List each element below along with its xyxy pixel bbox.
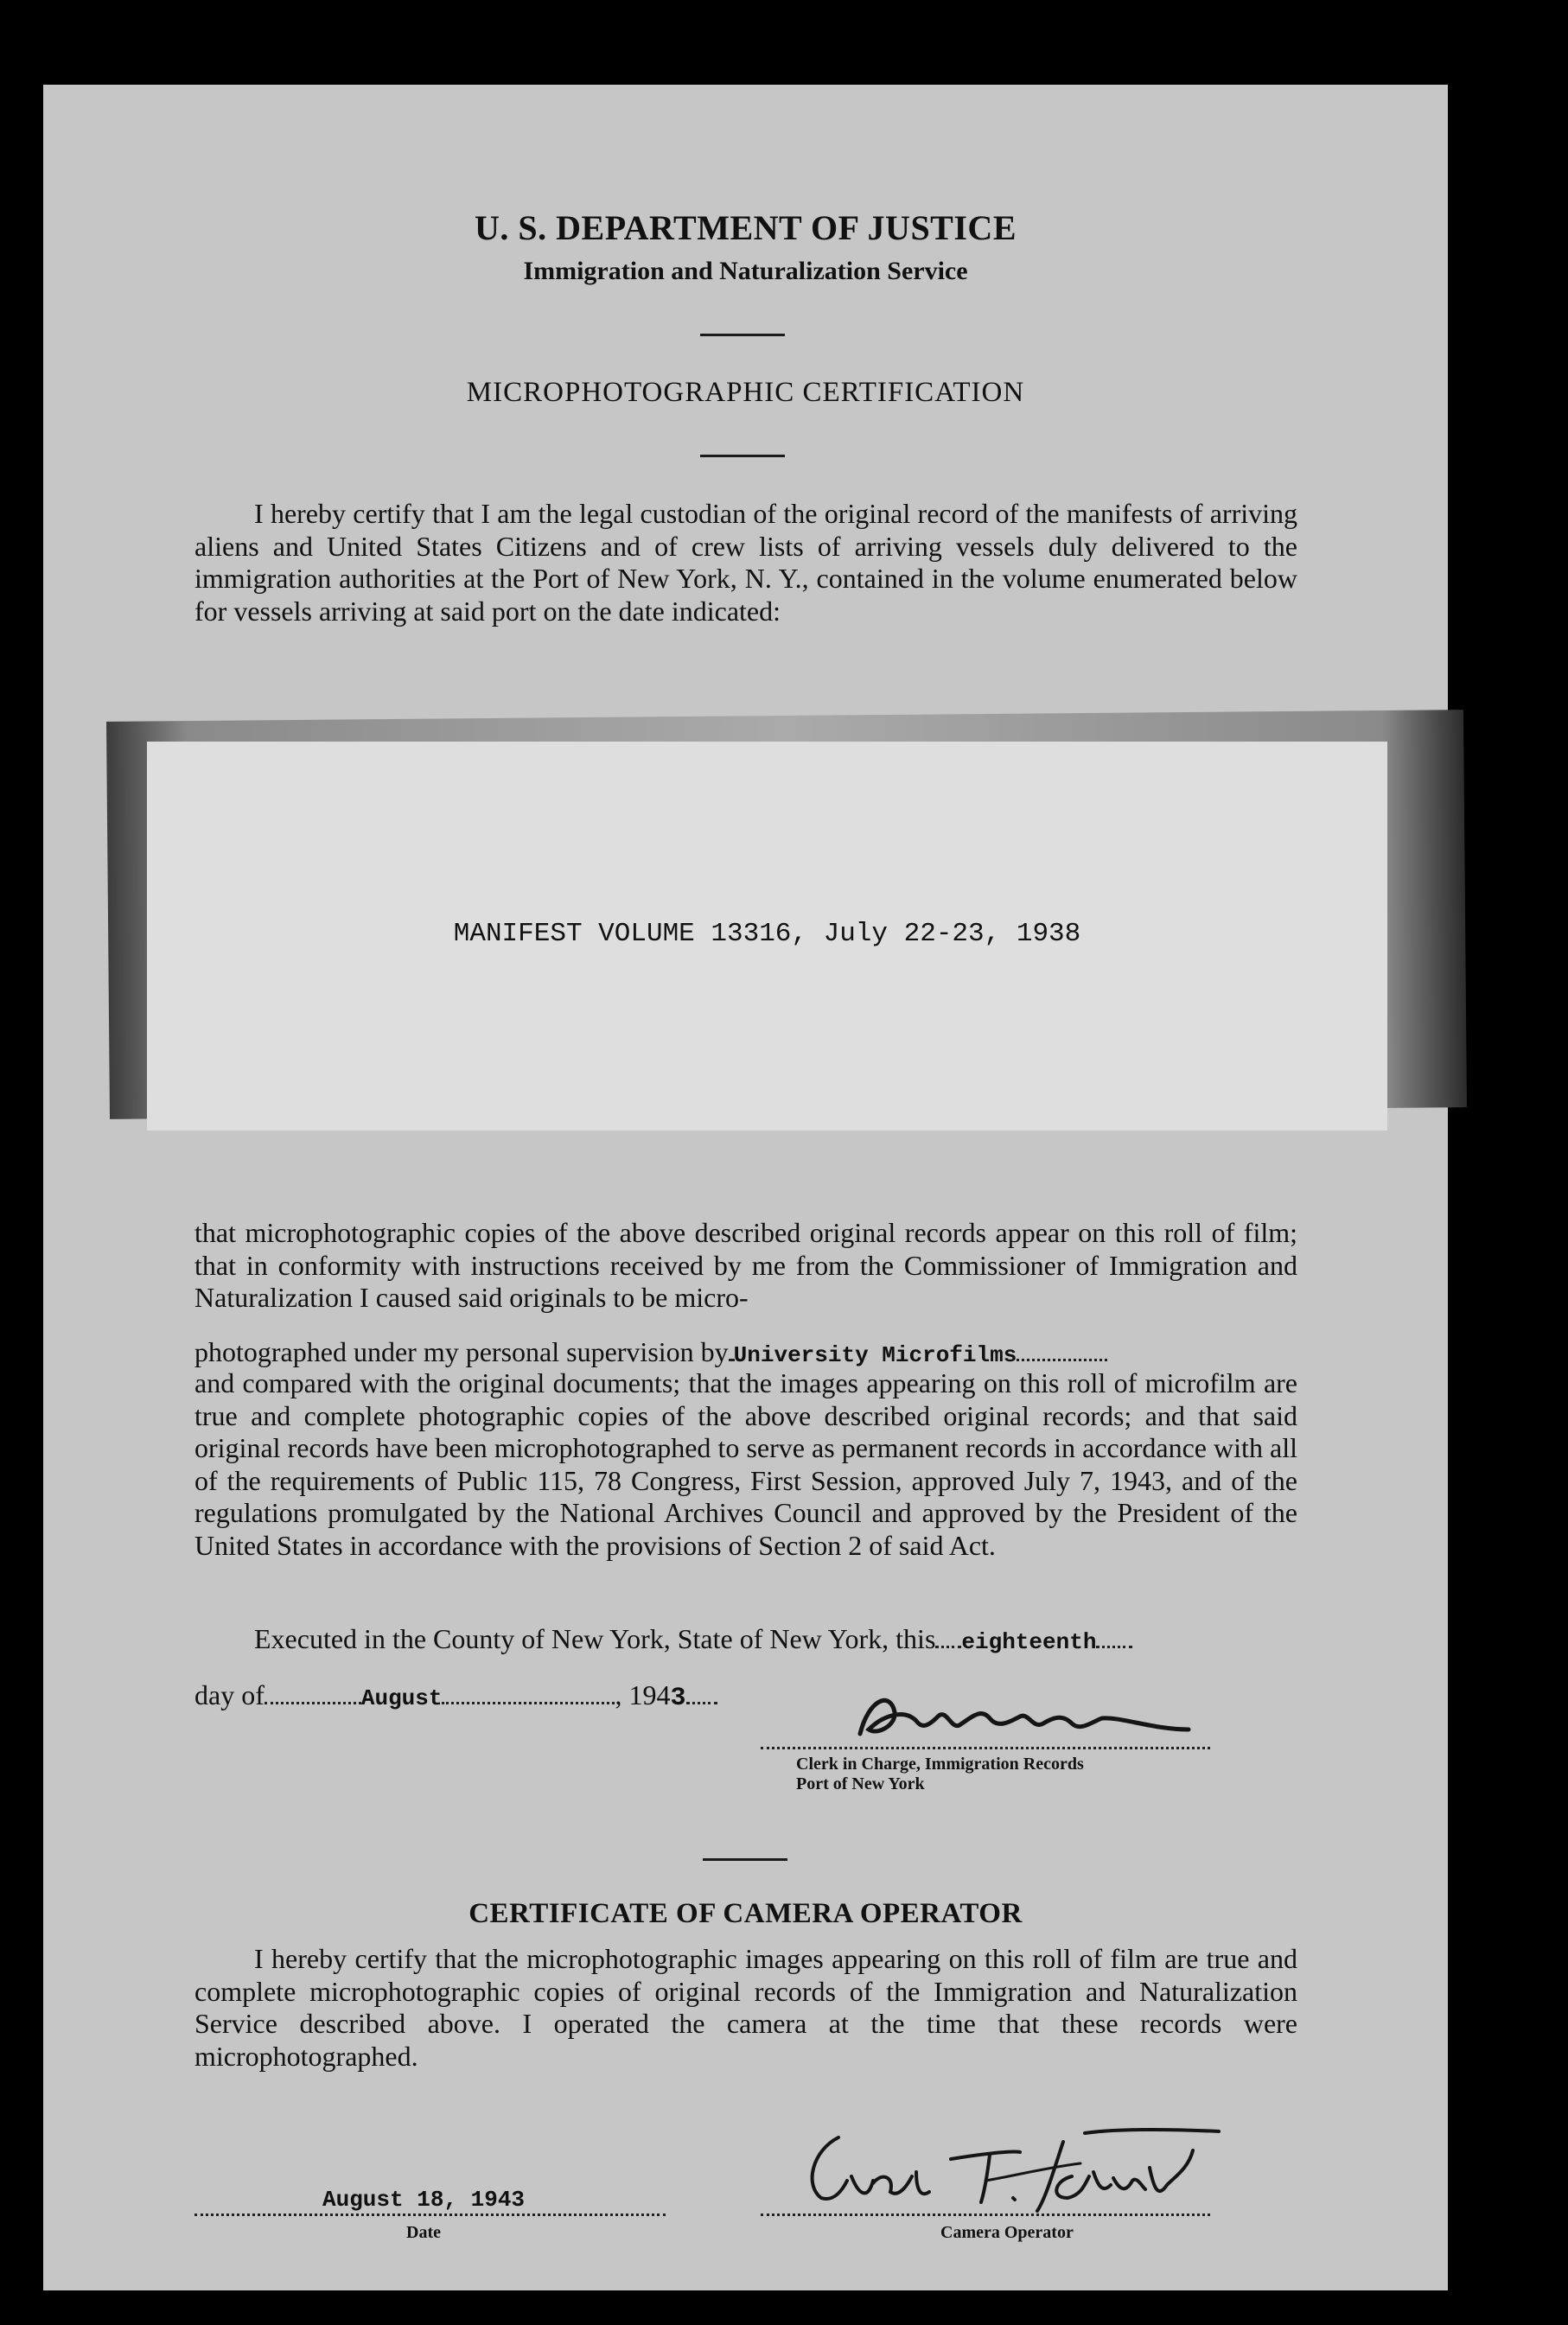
date-label: Date	[406, 2223, 441, 2242]
camera-operator-label: Camera Operator	[940, 2223, 1074, 2242]
supervision-line	[194, 1336, 1107, 1368]
supervision-prefix: photographed under my personal supervision by	[194, 1336, 729, 1367]
execution-line	[254, 1623, 1132, 1655]
manifest-volume-text: MANIFEST VOLUME 13316, July 22-23, 1938	[453, 919, 1081, 949]
operator-certificate-text: I hereby certify that the microphotographic images appearing on this roll of film are true and complete microphotographic copies of original records of the Immigration and Naturalization Service described above. I operated the camera at the time that these records were microphotographed.	[194, 1943, 1297, 2072]
clerk-signature	[843, 1682, 1206, 1751]
year-prefix: , 194	[615, 1679, 671, 1710]
clerk-signature-line	[761, 1717, 1210, 1749]
manifest-insert-slip	[147, 742, 1387, 1131]
clerk-title-line2: Port of New York	[796, 1774, 925, 1793]
certification-title: MICROPHOTOGRAPHIC CERTIFICATION	[466, 377, 1025, 408]
execution-day-value: eighteenth	[961, 1629, 1097, 1655]
date-line	[194, 1679, 717, 1713]
date-field	[194, 2185, 666, 2216]
year-digit: 3	[670, 1684, 686, 1713]
divider	[700, 455, 785, 457]
execution-prefix: Executed in the County of New York, State of New York, this	[254, 1623, 936, 1654]
service-subheading: Immigration and Naturalization Service	[523, 257, 968, 285]
execution-month-value: August	[360, 1685, 443, 1711]
operator-certificate-title: CERTIFICATE OF CAMERA OPERATOR	[468, 1898, 1023, 1929]
operator-signature	[787, 2116, 1271, 2220]
body-paragraph-start: that microphotographic copies of the above described original records appear on this roll of film; that in conformity with instructions received by me from the Commissioner of Immigration and Naturalization I caused said originals to be micro-	[194, 1217, 1297, 1313]
intro-paragraph: I hereby certify that I am the legal custodian of the original record of the manifests of arriving aliens and United States Citizens and of crew lists of arriving vessels duly delivered to the immigration authorities at the Port of New York, N. Y., contained in the volume enumerated below for vessels arriving at said port on the date indicated:	[194, 498, 1297, 627]
body-paragraph-end: and compared with the original documents; that the images appearing on this roll of microfilm are true and complete photographic copies of the above described original records; and that said original records have been microphotographed to serve as permanent records in accordance with all of the requirements of Public 115, 78 Congress, First Session, approved July 7, 1943, and of the regulations promulgated by the National Archives Council and approved by the President of the United States in accordance with the provisions of Section 2 of said Act.	[194, 1367, 1297, 1561]
department-heading: U. S. DEPARTMENT OF JUSTICE	[475, 208, 1017, 247]
supervision-value: University Microfilms	[733, 1342, 1017, 1368]
date-value: August 18, 1943	[322, 2187, 526, 2213]
divider	[700, 334, 785, 336]
certificate-page	[43, 85, 1448, 2290]
day-of-label: day of	[194, 1679, 265, 1710]
camera-operator-field	[761, 2185, 1210, 2216]
divider	[703, 1858, 787, 1861]
clerk-title-line1: Clerk in Charge, Immigration Records	[796, 1755, 1084, 1774]
